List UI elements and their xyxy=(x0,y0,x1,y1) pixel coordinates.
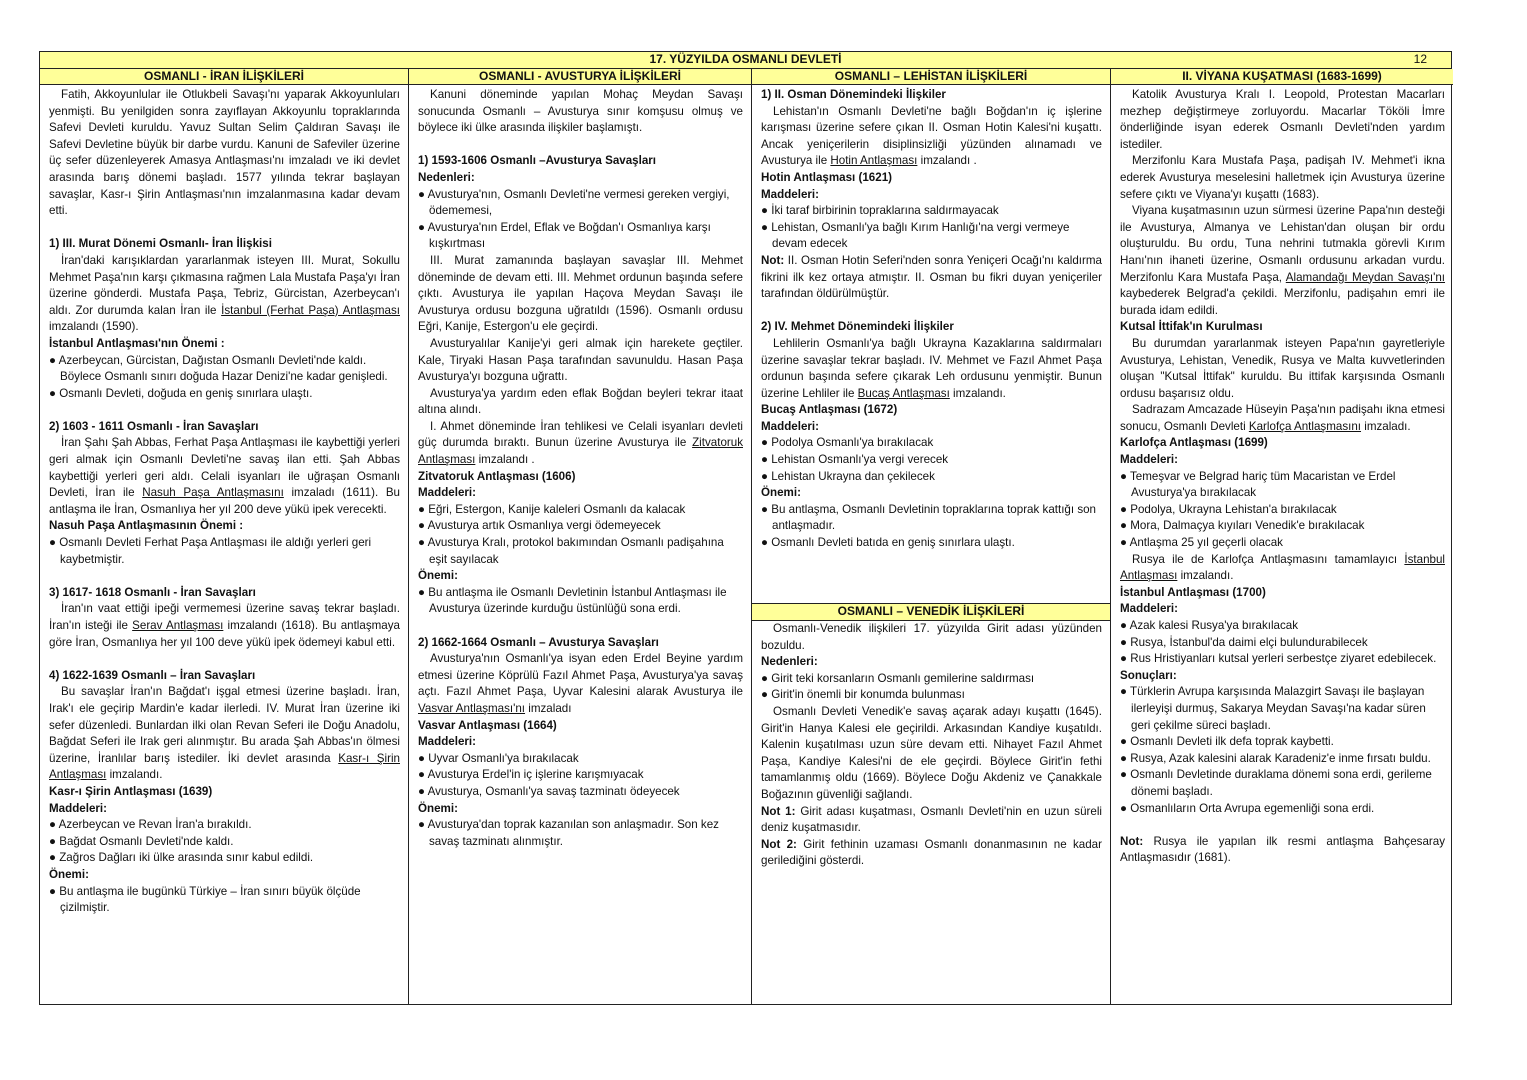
subsection-title: Vasvar Antlaşması (1664) xyxy=(418,718,557,732)
list-item: ● Avusturya'dan toprak kazanılan son anlaşmadır. Son kez savaş tazminatı alınmıştır. xyxy=(418,818,719,848)
column-viyana xyxy=(1111,69,1453,1004)
section-heading-venedik: OSMANLI – VENEDİK İLİŞKİLERİ xyxy=(752,603,1110,621)
treaty-name: Kasr-ı Şirin Antlaşması xyxy=(49,751,400,782)
list-item: ● Avusturya, Osmanlı'ya savaş tazminatı ödeyecek xyxy=(418,784,680,798)
list-item: ● Zağros Dağları iki ülke arasında sınır kabul edildi. xyxy=(49,851,314,865)
paragraph: Avusturya'nın Osmanlı'ya isyan eden Erdel Beyine yardım etmesi üzerine Köprülü Fazıl Ahmet Paşa, Avusturya'ya savaş açtı. Fazıl Ahmet Paşa, Uyvar Kalesini alarak Avusturya ile Vasvar Antlaşması'nı imzaladı xyxy=(418,652,743,715)
note: Not 2: Girit fethinin uzaması Osmanlı donanmasının ne kadar gerilediğini gösterdi. xyxy=(761,837,1102,868)
list-item: ● Eğri, Estergon, Kanije kaleleri Osmanlı da kalacak xyxy=(418,502,686,516)
column-iran xyxy=(40,69,409,1004)
label: Önemi: xyxy=(49,867,89,881)
paragraph: Lehlilerin Osmanlı'ya bağlı Ukrayna Kazaklarına saldırmaları üzerine savaşlar tekrar başladı. IV. Mehmet ve Fazıl Ahmet Paşa ordunun başında sefere çıkarak Leh ordusunu yenmiştir. Bunun üzerine Lehliler ile Bucaş Antlaşması imzalandı. xyxy=(761,336,1102,400)
treaty-name: İstanbul (Ferhat Paşa) Antlaşması xyxy=(221,303,400,317)
treaty-name: Zitvatoruk Antlaşması xyxy=(418,436,743,467)
treaty-name: Karlofça Antlaşmasını xyxy=(1248,419,1362,433)
treaty-name: Vasvar Antlaşması'nı xyxy=(418,701,526,715)
label: Nedenleri: xyxy=(418,170,475,184)
subsection-title: 2) 1662-1664 Osmanlı – Avusturya Savaşları xyxy=(418,635,659,649)
list-item: ● Podolya, Ukrayna Lehistan'a bırakılacak xyxy=(1120,502,1337,516)
paragraph: Bu savaşlar İran'ın Bağdat'ı işgal etmesi üzerine başladı. İran, Irak'ı ele geçirip Mardin'e kadar ilerledi. IV. Murat İran üzerine iki sefer düzenledi. Bunlardan ilki olan Revan Seferi ile Doğu Anadolu, Bağdat Seferi ile Irak geri alınmıştır. Bu arada Şah Abbas'ın ölmesi üzerine, İranlılar barış istediler. İki devlet arasında Kasr-ı Şirin Antlaşması imzalandı. xyxy=(49,685,400,782)
label: Önemi: xyxy=(418,569,458,583)
list-item: ● Osmanlı Devleti, doğuda en geniş sınırlara ulaştı. xyxy=(49,386,313,400)
note: Not: II. Osman Hotin Seferi'nden sonra Yeniçeri Ocağı'nı kaldırma fikrini ilk kez ortaya atmıştır. II. Osman bu fikri duyan yeniçeriler tarafından öldürülmüştür. xyxy=(761,253,1102,301)
paragraph: Avusturyalılar Kanije'yi geri almak için harekete geçtiler. Kale, Tiryaki Hasan Paşa tarafından savunuldu. Hasan Paşa Avusturya'yı bozguna uğrattı. xyxy=(418,336,743,384)
label: Maddeleri: xyxy=(761,187,819,201)
label: Önemi: xyxy=(418,801,458,815)
list-item: ● Azerbeycan ve Revan İran'a bırakıldı. xyxy=(49,818,252,832)
list-item: ● Avusturya Kralı, protokol bakımından Osmanlı padişahına eşit sayılacak xyxy=(418,536,724,566)
list-item: ● Osmanlı Devletinde duraklama dönemi sona erdi, gerileme dönemi başladı. xyxy=(1120,768,1432,798)
subsection-title: Zitvatoruk Antlaşması (1606) xyxy=(418,469,576,483)
label: Önemi: xyxy=(761,486,801,500)
list-item: ● Avusturya'nın, Osmanlı Devleti'ne vermesi gereken vergiyi, ödememesi, xyxy=(418,187,730,218)
treaty-name: Serav Antlaşması xyxy=(132,619,224,632)
list-item: ● Lehistan, Osmanlı'ya bağlı Kırım Hanlığı'na vergi vermeye devam edecek xyxy=(761,220,1070,251)
treaty-name: Nasuh Paşa Antlaşmasını xyxy=(142,486,284,500)
paragraph: Merzifonlu Kara Mustafa Paşa, padişah IV. Mehmet'i ikna ederek Avusturya meselesini halletmek için Avusturya üzerine sefere çıktı ve Viyana'yı kuşattı (1683). xyxy=(1120,154,1445,201)
list-item: ● Bu antlaşma, Osmanlı Devletinin topraklarına toprak kattığı son antlaşmadır. xyxy=(761,502,1097,533)
list-item: ● Azak kalesi Rusya'ya bırakılacak xyxy=(1120,619,1299,632)
document-sheet xyxy=(39,51,1452,1005)
page-title-bar xyxy=(40,52,1451,69)
list-item: ● Girit teki korsanların Osmanlı gemilerine saldırması xyxy=(761,671,1035,685)
subsection-title: Bucaş Antlaşması (1672) xyxy=(761,403,898,417)
paragraph: Sadrazam Amcazade Hüseyin Paşa'nın padişahı ikna etmesi sonucu, Osmanlı Devleti Karlofça Antlaşmasını imzaladı. xyxy=(1120,403,1445,433)
subsection-title: 3) 1617- 1618 Osmanlı - İran Savaşları xyxy=(49,585,256,599)
section-heading-iran: OSMANLI - İRAN İLİŞKİLERİ xyxy=(40,69,408,85)
subsection-title: Hotin Antlaşması (1621) xyxy=(761,170,893,184)
list-item: ● Türklerin Avrupa karşısında Malazgirt Savaşı ile başlayan ilerleyişi durmuş, Sakarya Meydan Savaşı'na kadar süren geri çekilme süreci başladı. xyxy=(1120,685,1426,732)
page-title: 17. YÜZYILDA OSMANLI DEVLETİ xyxy=(649,52,842,66)
subsection-title: Kasr-ı Şirin Antlaşması (1639) xyxy=(49,784,213,798)
subsection-title: 4) 1622-1639 Osmanlı – İran Savaşları xyxy=(49,668,256,682)
list-item: ● Rusya, İstanbul'da daimi elçi bulundurabilecek xyxy=(1120,635,1368,649)
list-item: ● Rus Hristiyanları kutsal yerleri serbestçe ziyaret edebilecek. xyxy=(1120,652,1437,666)
treaty-name: İstanbul Antlaşması xyxy=(1120,552,1445,583)
list-item: ● Bu antlaşma ile bugünkü Türkiye – İran sınırı büyük ölçüde çizilmiştir. xyxy=(49,884,361,915)
section-heading-viyana: II. VİYANA KUŞATMASI (1683-1699) xyxy=(1111,69,1453,85)
treaty-name: Hotin Antlaşması xyxy=(830,154,918,168)
label: Maddeleri: xyxy=(49,801,107,815)
list-item: ● Avusturya Erdel'in iç işlerine karışmıyacak xyxy=(418,768,644,782)
label: Nedenleri: xyxy=(761,655,818,669)
paragraph: I. Ahmet döneminde İran tehlikesi ve Celali isyanları devleti güç durumda bıraktı. Bunun üzerine Avusturya ile Zitvatoruk Antlaşması imzalandı . xyxy=(418,419,743,467)
subsection-title: 2) 1603 - 1611 Osmanlı - İran Savaşları xyxy=(49,419,259,433)
paragraph: İran Şahı Şah Abbas, Ferhat Paşa Antlaşması ile kaybettiği yerleri geri almak için Osmanlı Devleti'ne savaş ilan etti. Şah Abbas kaybettiği yerleri geri aldı. Celali isyanları ile uğraşan Osmanlı Devleti, İran ile Nasuh Paşa Antlaşmasını imzaladı (1611). Bu antlaşma ile İran, Osmanlıya her yıl 200 deve yükü ipek verecekti. xyxy=(49,436,401,516)
paragraph: Katolik Avusturya Kralı I. Leopold, Protestan Macarları mezhep değiştirmeye zorluyordu. Macarlar Tököli İmre önderliğinde isyan ederek Osmanlı Devleti'nden yardım istediler. xyxy=(1120,88,1445,151)
paragraph: Osmanlı-Venedik ilişkileri 17. yüzyılda Girit adası yüzünden bozuldu. xyxy=(761,622,1102,652)
paragraph: III. Murat zamanında başlayan savaşlar III. Mehmet döneminde de devam etti. III. Mehmet ordunun başında sefere çıktı. Avusturya ile yapılan Haçova Meydan Savaşı ile Avusturya ordusu bozguna uğratıldı (1596). Osmanlı ordusu Eğri, Kanije, Estergon'u ele geçirdi. xyxy=(418,253,743,334)
list-item: ● Rusya, Azak kalesini alarak Karadeniz'e inme fırsatı buldu. xyxy=(1120,751,1431,765)
subsection-title: 1) III. Murat Dönemi Osmanlı- İran İlişkisi xyxy=(49,237,272,251)
paragraph: Bu durumdan yararlanmak isteyen Papa'nın gayretleriyle Avusturya, Lehistan, Venedik, Rusya ve Malta kuvvetlerinden oluşan "Kutsal İttifak" kuruldu. Bu ittifak karşısında Osmanlı ordusu başarısız oldu. xyxy=(1120,336,1445,400)
list-item: ● Mora, Dalmaçya kıyıları Venedik'e bırakılacak xyxy=(1120,519,1365,533)
label: Maddeleri: xyxy=(761,419,819,433)
list-item: ● Azerbeycan, Gürcistan, Dağıstan Osmanlı Devleti'nde kaldı. Böylece Osmanlı sınırı doğuda Hazar Denizi'ne kadar genişledi. xyxy=(49,353,388,384)
list-item: ● Antlaşma 25 yıl geçerli olacak xyxy=(1120,536,1283,550)
subsection-title: 1) II. Osman Dönemindeki İlişkiler xyxy=(761,88,946,101)
label: Maddeleri: xyxy=(418,735,476,749)
label: Maddeleri: xyxy=(418,486,476,500)
list-item: ● Osmanlıların Orta Avrupa egemenliği sona erdi. xyxy=(1120,801,1375,815)
section-heading-lehistan: OSMANLI – LEHİSTAN İLİŞKİLERİ xyxy=(752,69,1110,85)
list-item: ● Avusturya artık Osmanlıya vergi ödemeyecek xyxy=(418,519,661,533)
paragraph: Avusturya'ya yardım eden eflak Boğdan beyleri tekrar itaat altına alındı. xyxy=(418,386,743,417)
paragraph: Rusya ile de Karlofça Antlaşmasını tamamlayıcı İstanbul Antlaşması imzalandı. xyxy=(1120,552,1445,583)
note: Not 1: Girit adası kuşatması, Osmanlı Devleti'nin en uzun süreli deniz kuşatmasıdır. xyxy=(761,804,1102,835)
section-heading-avusturya: OSMANLI - AVUSTURYA İLİŞKİLERİ xyxy=(409,69,751,85)
page-number: 12 xyxy=(1413,52,1427,66)
list-item: ● Lehistan Osmanlı'ya vergi verecek xyxy=(761,453,949,467)
column-avusturya xyxy=(409,69,752,1004)
list-item: ● Avusturya'nın Erdel, Eflak ve Boğdan'ı Osmanlıya karşı kışkırtması xyxy=(418,220,711,251)
paragraph: Lehistan'ın Osmanlı Devleti'ne bağlı Boğdan'ın iç işlerine karışması üzerine sefere çıkan II. Osman Hotin Kalesi'ni kuşattı. Ancak yeniçerilerin disiplinsizliği yüzünden alınamadı ve Avusturya ile Hotin Antlaşması imzalandı . xyxy=(761,104,1102,168)
paragraph: Osmanlı Devleti Venedik'e savaş açarak adayı kuşattı (1645). Girit'in Hanya Kalesi ele geçirildi. Arkasından Kandiye kuşatıldı. Kalenin kuşatılması uzun süre devam etti. Nihayet Fazıl Ahmet Paşa, Kandiye Kalesi'ni de ele geçirdi. Böylece Girit'in fethi tamamlanmış oldu (1669). Böylece Doğu Akdeniz ve Çanakkale Boğazının güvenliği sağlandı. xyxy=(761,704,1102,801)
list-item: ● Osmanlı Devleti Ferhat Paşa Antlaşması ile aldığı yerleri geri kaybetmiştir. xyxy=(49,536,372,566)
list-item: ● İki taraf birbirinin topraklarına saldırmayacak xyxy=(761,204,999,218)
paragraph: Viyana kuşatmasının uzun sürmesi üzerine Papa'nın desteği ile Avusturya, Almanya ve Lehistan'dan oluşan bir ordu oluşturuldu. Bu ordu, Tuna nehrini tutmakla görevli Kırım Hanı'nın ihaneti üzerine, Osmanlı ordusunu arkadan vurdu. Merzifonlu Kara Mustafa Paşa, Alamandağı Meydan Savaşı'nı kaybederek Belgrad'a çekildi. Merzifonlu, padişahın emri ile burada idam edildi. xyxy=(1120,204,1446,317)
subsection-title: 2) IV. Mehmet Dönemindeki İlişkiler xyxy=(761,320,954,334)
subsection-title: Karlofça Antlaşması (1699) xyxy=(1120,436,1268,450)
battle-name: Alamandağı Meydan Savaşı'nı xyxy=(1285,270,1446,284)
subsection-title: Kutsal İttifak'ın Kurulması xyxy=(1120,320,1263,334)
label: Maddeleri: xyxy=(1120,453,1178,467)
list-item: ● Podolya Osmanlı'ya bırakılacak xyxy=(761,436,934,450)
list-item: ● Uyvar Osmanlı'ya bırakılacak xyxy=(418,751,579,765)
subsection-title: Nasuh Paşa Antlaşmasının Önemi : xyxy=(49,519,244,533)
label: Maddeleri: xyxy=(1120,602,1178,616)
paragraph: İran'ın vaat ettiği ipeği vermemesi üzerine savaş tekrar başladı. İran'ın isteği ile Serav Antlaşması imzalandı (1618). Bu antlaşmaya göre İran, Osmanlıya her yıl 100 deve yükü ipek ödemeyi kabul etti. xyxy=(49,602,400,649)
list-item: ● Osmanlı Devleti batıda en geniş sınırlara ulaştı. xyxy=(761,536,1015,550)
paragraph: Fatih, Akkoyunlular ile Otlukbeli Savaşı'nı yaparak Akkoyunluları yenmişti. Bu yenilgiden sonra zayıflayan Akkoyunlu topraklarında Safevi Devleti kuruldu. Yavuz Sultan Selim Çaldıran Savaşı ile Safevi Devletine büyük bir darbe vurdu. Kanuni de Safeviler üzerine üç sefer düzenleyerek Amasya Antlaşması'nı imzaladı ve iki devlet arasında barış dönemi başladı. 1577 yılında tekrar başlayan savaşlar, Kasr-ı Şirin Antlaşması'nın imzalanmasına kadar devam etti. xyxy=(49,88,400,218)
note: Not: Rusya ile yapılan ilk resmi antlaşma Bahçesaray Antlaşmasıdır (1681). xyxy=(1120,834,1445,865)
column-lehistan xyxy=(752,69,1111,1004)
list-item: ● Osmanlı Devleti ilk defa toprak kaybetti. xyxy=(1120,735,1334,749)
paragraph: Kanuni döneminde yapılan Mohaç Meydan Savaşı sonucunda Osmanlı – Avusturya sınır komşusu olmuş ve böylece iki ülke arasında ilişkiler başlamıştı. xyxy=(418,88,743,135)
label: Sonuçları: xyxy=(1120,668,1177,682)
subsection-title: İstanbul Antlaşması'nın Önemi : xyxy=(49,336,225,350)
treaty-name: Bucaş Antlaşması xyxy=(857,386,950,400)
list-item: ● Temeşvar ve Belgrad hariç tüm Macaristan ve Erdel Avusturya'ya bırakılacak xyxy=(1120,469,1396,500)
list-item: ● Girit'in önemli bir konumda bulunması xyxy=(761,688,965,702)
list-item: ● Bağdat Osmanlı Devleti'nde kaldı. xyxy=(49,834,234,848)
subsection-title: İstanbul Antlaşması (1700) xyxy=(1120,585,1266,599)
list-item: ● Lehistan Ukrayna dan çekilecek xyxy=(761,469,935,483)
subsection-title: 1) 1593-1606 Osmanlı –Avusturya Savaşları xyxy=(418,154,657,168)
list-item: ● Bu antlaşma ile Osmanlı Devletinin İstanbul Antlaşması ile Avusturya üzerinde kurduğu üstünlüğü sona erdi. xyxy=(418,585,727,616)
paragraph: İran'daki karışıklardan yararlanmak isteyen III. Murat, Sokullu Mehmet Paşa'nın karşı çıkmasına rağmen Lala Mustafa Paşa'yı İran üzerine gönderdi. Mustafa Paşa, Tebriz, Gürcistan, Azerbeycan'ı aldı. Zor durumda kalan İran ile İstanbul (Ferhat Paşa) Antlaşması imzalandı (1590). xyxy=(49,253,400,334)
